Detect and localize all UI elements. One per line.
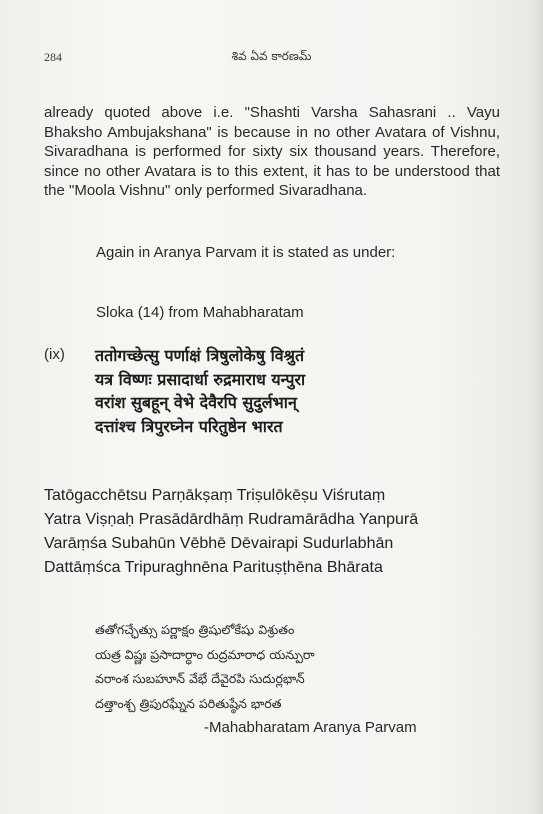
telugu-line: దత్తాంశ్చ త్రిపురఘ్నేన పరితుష్ఠేన భారత	[95, 695, 282, 711]
telugu-sloka	[95, 618, 515, 716]
telugu-line: వరాంశ సుబహూన్ వేభే దేవైరపి సుదుర్లభాన్	[95, 671, 305, 686]
transliteration-line: Yatra Viṣṇaḥ Prasādārdhāṃ Rudramārādha Yanpurā	[44, 511, 419, 528]
devanagari-line: ततोगच्छेत्सु पर्णाक्षं त्रिषुलोकेषु विश्रुतं	[95, 346, 305, 365]
running-title: శివ ఏవ కారణమ్	[231, 49, 312, 63]
body-paragraph-2: Again in Aranya Parvam it is stated as under:	[96, 244, 396, 261]
devanagari-line: वरांश सुबहून् वेभे देवैरपि सुदुर्लभान्	[95, 393, 297, 412]
page-edge-shadow	[529, 0, 543, 814]
telugu-line: యత్ర విష్ణః ప్రసాదార్ధాం రుద్రమారాధ యన్పురా	[95, 646, 315, 662]
sloka-marker: (ix)	[44, 346, 65, 363]
page-number: 284	[44, 50, 62, 64]
transliteration-line: Varāṃśa Subahūn Vēbhē Dēvairapi Sudurlabhān	[44, 535, 394, 552]
transliteration-line: Dattāṃśca Tripuraghnēna Parituṣṭhēna Bhārata	[44, 559, 383, 576]
page-header	[44, 50, 499, 70]
body-paragraph-1: already quoted above i.e. "Shashti Varsha Sahasrani .. Vayu Bhaksho Ambujakshana" is because in no other Avatara of Vishnu, Sivaradhana is performed for sixty six thousand years. Therefore, since no other Avatara is to this extent, it has to be understood that the "Moola Vishnu" only performed Sivaradhana.	[44, 104, 500, 199]
telugu-line: తతోగచ్ఛేత్సు పర్ణాక్షం త్రిషులోకేషు విశ్రుతం	[95, 622, 295, 637]
devanagari-line: दत्तांश्च त्रिपुरघ्नेन परितुष्ठेन भारत	[95, 416, 283, 436]
source-citation: -Mahabharatam Aranya Parvam	[204, 719, 417, 736]
devanagari-sloka	[95, 344, 515, 438]
transliteration-line: Tatōgacchētsu Parṇākṣaṃ Triṣulōkēṣu Viśrutaṃ	[44, 487, 386, 504]
transliteration-sloka	[44, 484, 514, 580]
devanagari-line: यत्र विष्णः प्रसादार्धा रुद्रमाराध यन्पुरा	[95, 369, 306, 389]
sloka-heading: Sloka (14) from Mahabharatam	[96, 304, 304, 321]
